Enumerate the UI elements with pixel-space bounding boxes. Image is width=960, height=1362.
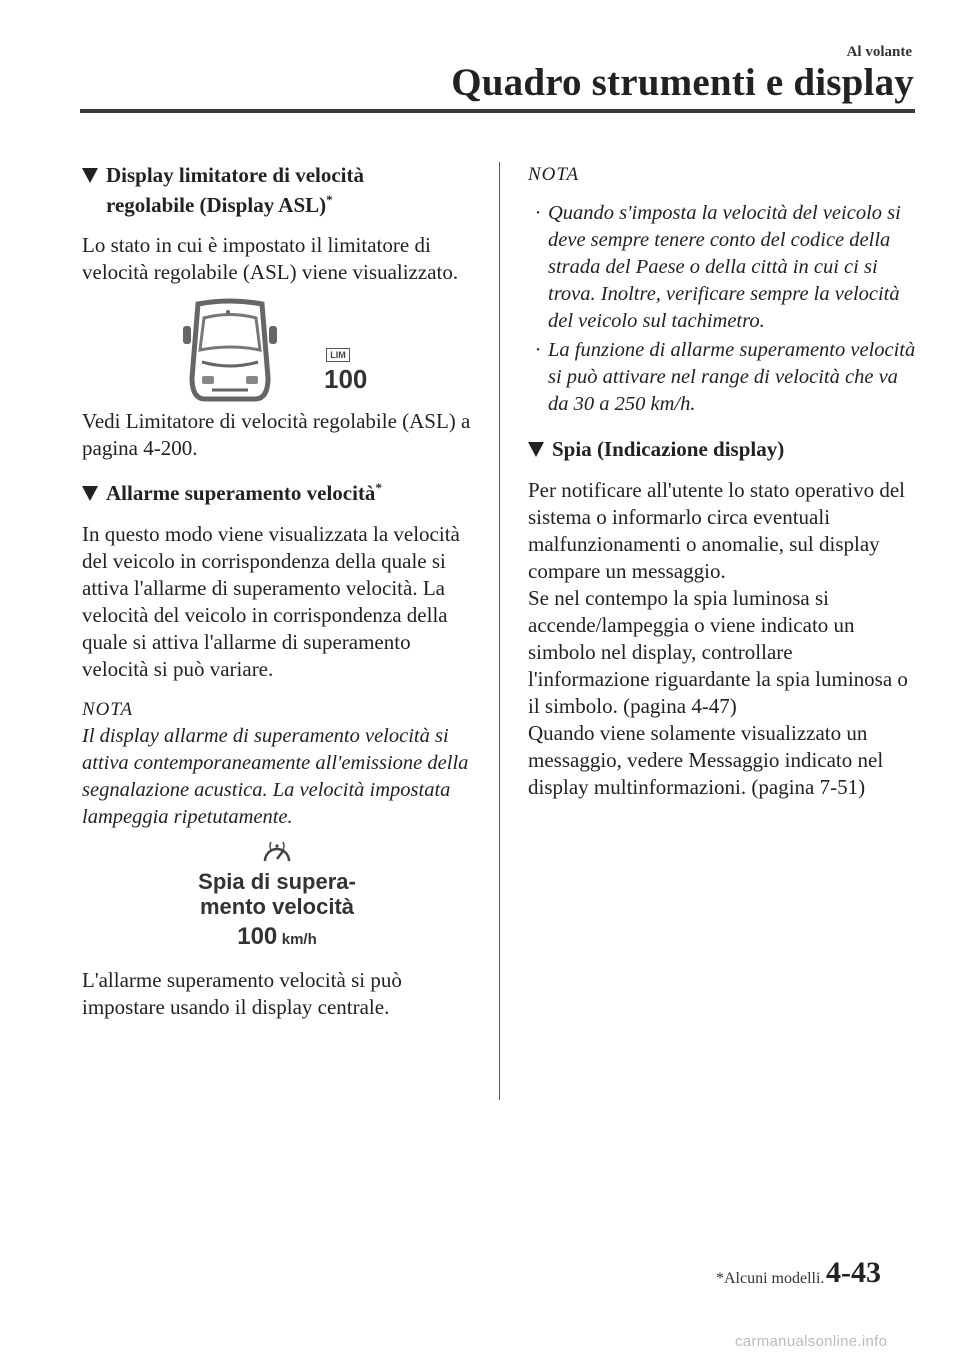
- section-heading-warning-light: [528, 434, 918, 465]
- asl-page-reference: Vedi Limitatore di velocità regolabile (ASL) a pagina 4-200.: [82, 409, 471, 460]
- speed-alarm-gauge-icon: [259, 839, 295, 865]
- page-title: Quadro strumenti e display: [451, 61, 914, 104]
- speed-alarm-unit: km/h: [281, 931, 317, 948]
- speed-alarm-readout: [82, 923, 472, 951]
- asl-speed-value: 100: [324, 364, 368, 394]
- speed-alarm-label-line-1: Spia di supera-: [198, 869, 356, 894]
- warning-light-description: Per notificare all'utente lo stato operativo del sistema o informarlo circa eventuali malfunzionamenti o anomalie, sul display compare un messaggio. Se nel contempo la spia luminosa si accende/lampeggia o viene indicato un simbolo nel display, controllare l'informazione riguardante la spia luminosa o il simbolo. (pagina 4-47) Quando viene solamente visualizzato un messaggio, vedere Messaggio indicato nel display multinformazioni. (pagina 7-51): [528, 478, 908, 799]
- header-rule: [80, 109, 915, 113]
- note-label: NOTA: [82, 699, 134, 720]
- heading-text: Spia (Indicazione display): [552, 437, 785, 461]
- heading-line-1: Display limitatore di velocità: [106, 163, 364, 187]
- speed-alarm-label-line-2: mento velocità: [199, 894, 355, 919]
- right-column: [528, 160, 918, 801]
- list-item: · La funzione di allarme superamento velocità si può attivare nel range di velocità che va da 30 a 250 km/h.: [528, 337, 918, 418]
- note-label: NOTA: [528, 164, 580, 185]
- section-triangle-icon: [82, 160, 106, 220]
- section-triangle-icon: [528, 434, 552, 465]
- column-divider: [499, 162, 500, 1100]
- left-column: [82, 160, 472, 1021]
- heading-text: Allarme superamento velocità: [106, 481, 376, 505]
- list-item: · Quando s'imposta la velocità del veicolo si deve sempre tenere conto del codice della strada del Paese o della città in cui ci si trova. Inoltre, verificare sempre la velocità del veicolo sul tachimetro.: [528, 200, 918, 335]
- car-top-view-icon: [180, 298, 280, 402]
- section-heading-asl-display: [82, 160, 472, 220]
- speed-alarm-setting-text: L'allarme superamento velocità si può impostare usando il display centrale.: [82, 968, 402, 1019]
- section-triangle-icon: [82, 478, 106, 509]
- heading-line-2: regolabile (Display ASL): [106, 193, 327, 217]
- asl-display-figure: [82, 290, 472, 408]
- speed-alarm-value: 100: [237, 923, 278, 950]
- models-asterisk: *: [375, 480, 382, 495]
- footnote-models: *Alcuni modelli.: [716, 1270, 825, 1287]
- bullet-dot-icon: ·: [534, 339, 542, 361]
- speed-alarm-display-figure: [82, 839, 472, 959]
- watermark-text: carmanualsonline.info: [735, 1333, 888, 1350]
- section-heading-speed-alarm: [82, 478, 472, 509]
- note-text: Il display allarme di superamento velocità si attiva contemporaneamente all'emissione della segnalazione acustica. La velocità impostata lampeggia ripetutamente.: [82, 725, 469, 828]
- note-bullet-list: [528, 200, 918, 418]
- bullet-dot-icon: ·: [534, 202, 542, 224]
- page-number: 4-43: [826, 1256, 881, 1289]
- lim-badge: LIM: [326, 348, 350, 362]
- asl-description: Lo stato in cui è impostato il limitatore di velocità regolabile (ASL) viene visualizzato.: [82, 233, 459, 284]
- models-asterisk: *: [326, 192, 333, 207]
- speed-alarm-description: In questo modo viene visualizzata la velocità del veicolo in corrispondenza della quale si attiva l'allarme di superamento velocità. La velocità del veicolo in corrispondenza della quale si attiva l'allarme di superamento velocità si può variare.: [82, 522, 460, 681]
- chapter-kicker: Al volante: [846, 44, 912, 60]
